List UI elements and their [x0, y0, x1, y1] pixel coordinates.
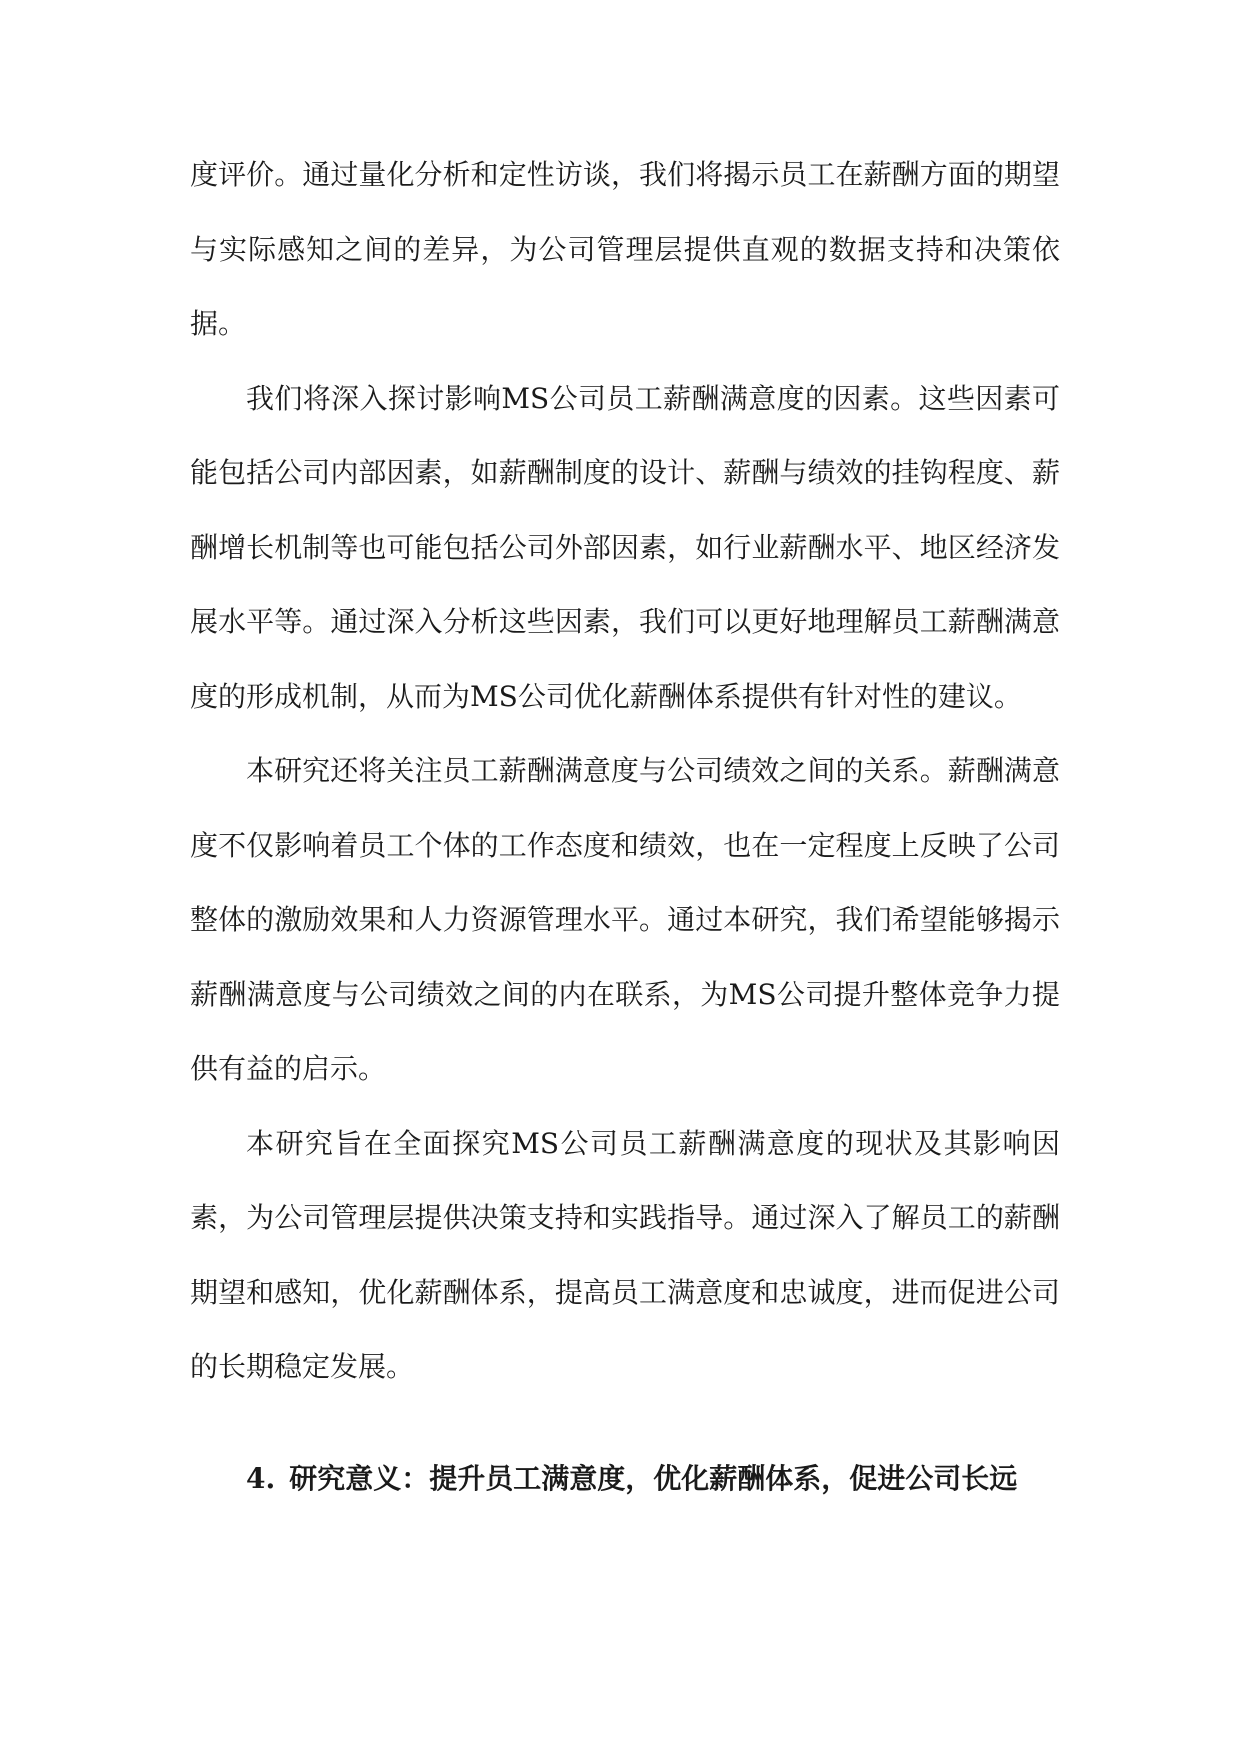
document-body [190, 138, 1060, 1516]
section-heading-number: 4. [246, 1461, 276, 1495]
paragraph-continuation: 度评价。通过量化分析和定性访谈，我们将揭示员工在薪酬方面的期望与实际感知之间的差异，为公司管理层提供直观的数据支持和决策依据。 [190, 158, 1060, 340]
paragraph-performance-relation: 本研究还将关注员工薪酬满意度与公司绩效之间的关系。薪酬满意度不仅影响着员工个体的工作态度和绩效，也在一定程度上反映了公司整体的激励效果和人力资源管理水平。通过本研究，我们希望能够揭示薪酬满意度与公司绩效之间的内在联系，为MS公司提升整体竞争力提供有益的启示。 [190, 754, 1060, 1085]
paragraph-research-aim: 本研究旨在全面探究MS公司员工薪酬满意度的现状及其影响因素，为公司管理层提供决策支持和实践指导。通过深入了解员工的薪酬期望和感知，优化薪酬体系，提高员工满意度和忠诚度，进而促进公司的长期稳定发展。 [190, 1126, 1060, 1383]
paragraph-influencing-factors: 我们将深入探讨影响MS公司员工薪酬满意度的因素。这些因素可能包括公司内部因素，如薪酬制度的设计、薪酬与绩效的挂钩程度、薪酬增长机制等也可能包括公司外部因素，如行业薪酬水平、地区经济发展水平等。通过深入分析这些因素，我们可以更好地理解员工薪酬满意度的形成机制，从而为MS公司优化薪酬体系提供有针对性的建议。 [190, 381, 1060, 713]
section-heading [190, 1442, 1060, 1517]
section-heading-text: 研究意义：提升员工满意度，优化薪酬体系，促进公司长远 [289, 1461, 1018, 1495]
